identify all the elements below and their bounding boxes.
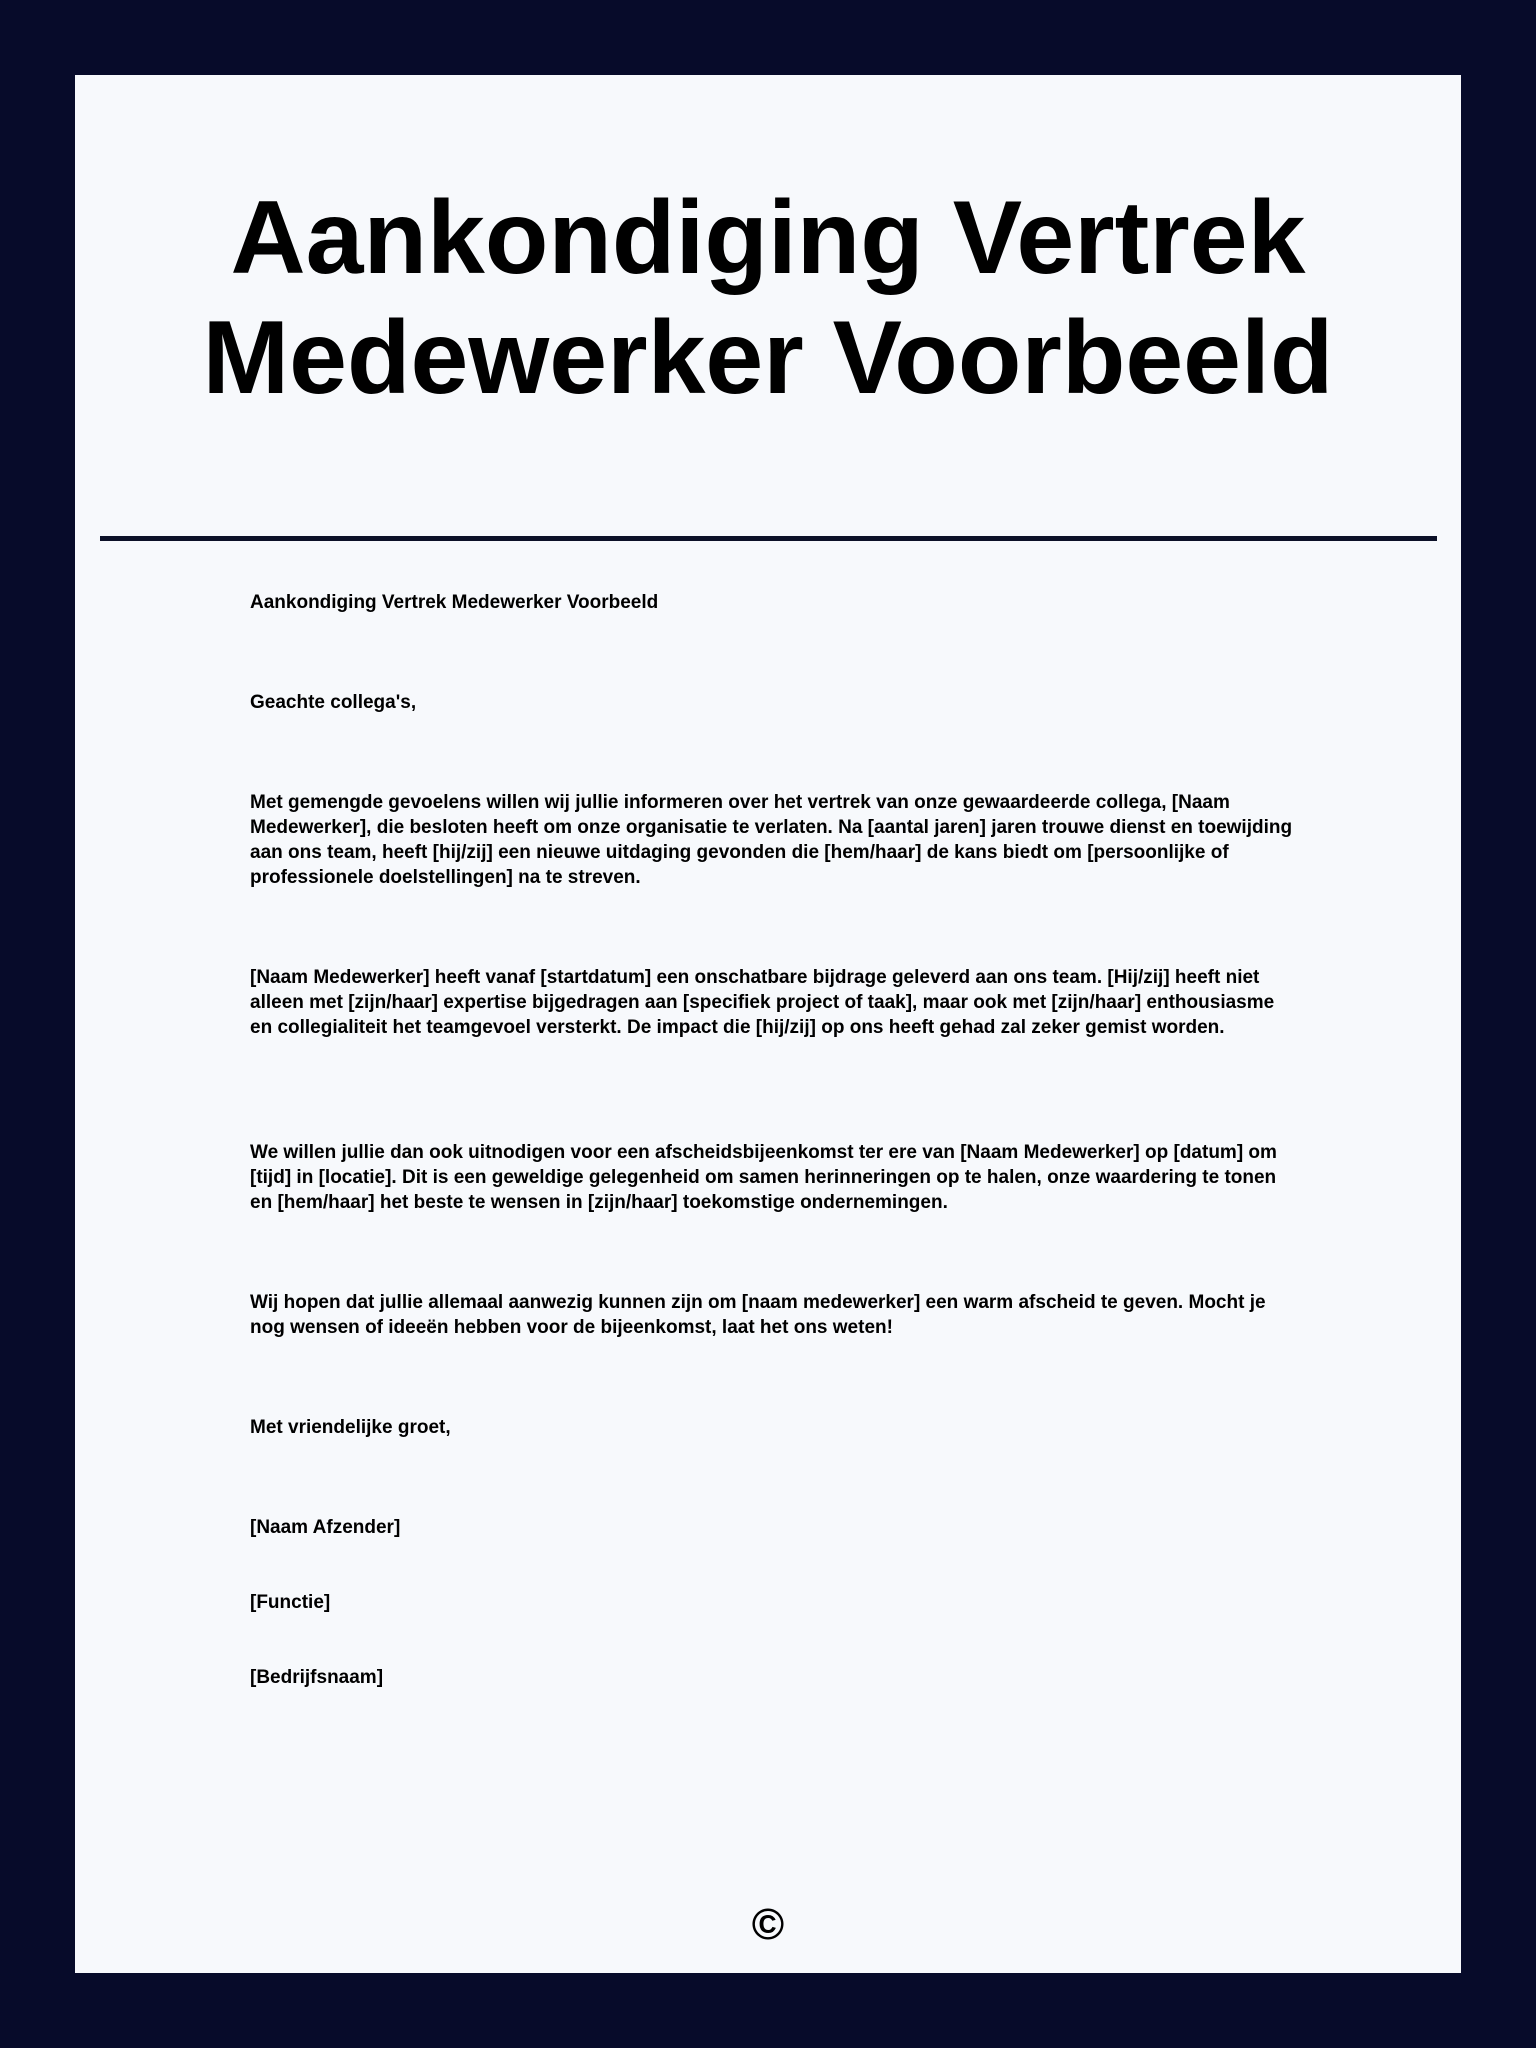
page-title-line-2: Medewerker Voorbeeld xyxy=(202,300,1334,416)
sender-name: [Naam Afzender] xyxy=(250,1517,401,1538)
closing-salutation: Met vriendelijke groet, xyxy=(250,1417,451,1438)
title-divider xyxy=(100,536,1437,541)
paragraph-closing-wishes: Wij hopen dat jullie allemaal aanwezig kunnen zijn om [naam medewerker] een warm afscheid te geven. Mocht je nog wensen of ideeën hebben voor de bijeenkomst, laat het ons weten! xyxy=(250,1292,1266,1338)
paragraph-contribution: [Naam Medewerker] heeft vanaf [startdatum] een onschatbare bijdrage geleverd aan ons team. [Hij/zij] heeft niet alleen met [zijn/haar] expertise bijgedragen aan [specifiek project of taak], maar ook met [zijn/haar] enthousiasme en collegialiteit het teamgevoel versterkt. De impact die [hij/zij] op ons heeft gehad zal zeker gemist worden. xyxy=(250,967,1275,1038)
paragraph-departure: Met gemengde gevoelens willen wij jullie informeren over het vertrek van onze gewaardeerde collega, [Naam Medewerker], die besloten heeft om onze organisatie te verlaten. Na [aantal jaren] jaren trouwe dienst en toewijding aan ons team, heeft [hij/zij] een nieuwe uitdaging gevonden die [hem/haar] de kans biedt om [persoonlijke of professionele doelstellingen] na te streven. xyxy=(250,792,1293,888)
copyright-icon: © xyxy=(751,1900,785,1949)
paragraph-invitation: We willen jullie dan ook uitnodigen voor een afscheidsbijeenkomst ter ere van [Naam Medewerker] op [datum] om [tijd] in [locatie]. Dit is een geweldige gelegenheid om samen herinneringen op te halen, onze waardering te tonen en [hem/haar] het beste te wensen in [zijn/haar] toekomstige ondernemingen. xyxy=(250,1142,1277,1213)
sender-company: [Bedrijfsnaam] xyxy=(250,1667,384,1688)
page-title-line-1: Aankondiging Vertrek xyxy=(230,180,1306,296)
document-heading: Aankondiging Vertrek Medewerker Voorbeeld xyxy=(250,592,659,613)
sender-role: [Functie] xyxy=(250,1592,331,1613)
greeting: Geachte collega's, xyxy=(250,692,417,713)
page-title xyxy=(0,178,1536,418)
